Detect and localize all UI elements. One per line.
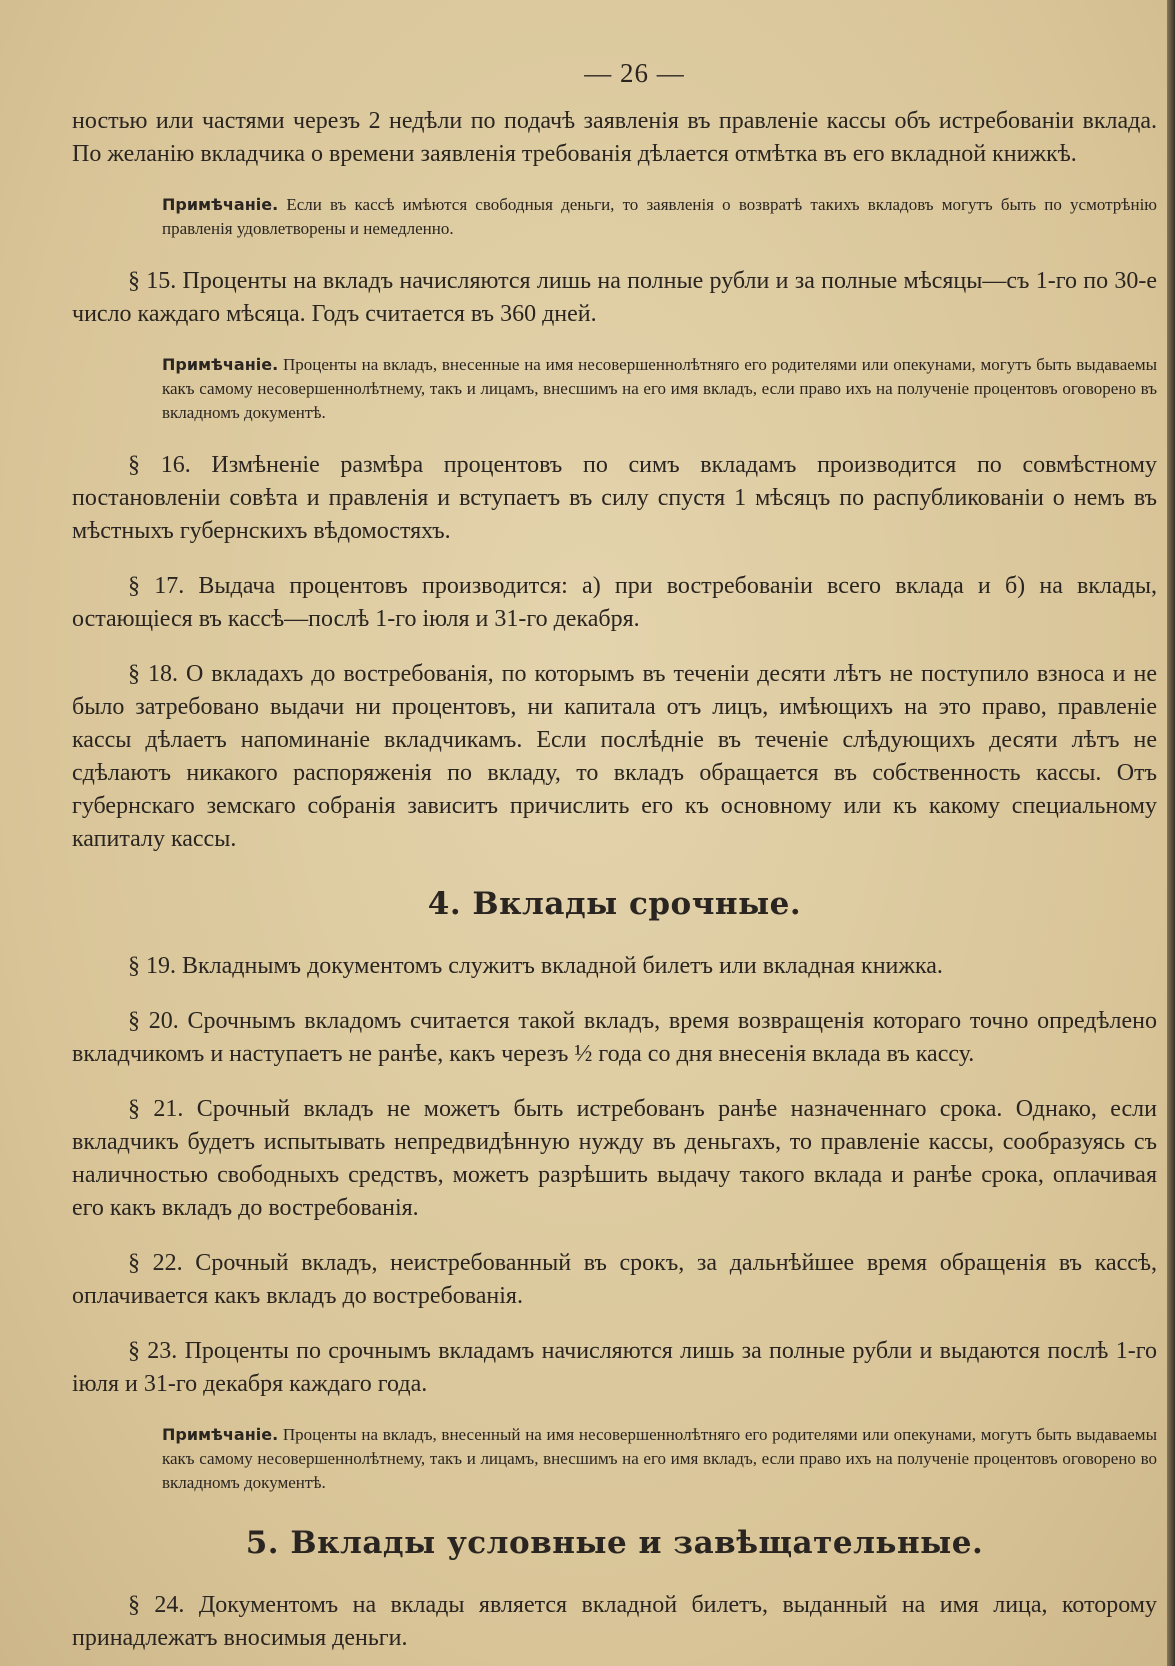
- note-text: Если въ кассѣ имѣются свободныя деньги, то заявленія о возвратѣ такихъ вкладовъ могутъ быть по усмотрѣнію правленія удовлетворены и немедленно.: [162, 195, 1158, 238]
- note-text: Проценты на вкладъ, внесенный на имя несовершеннолѣтняго его родителями или опекунами, могутъ быть выдаваемы какъ самому несовершеннолѣтнему, такъ и лицамъ, внесшимъ на его имя вкладъ, если право ихъ на полученіе процентовъ оговорено во вкладномъ документѣ.: [162, 1425, 1157, 1492]
- note: [72, 193, 1157, 241]
- paragraph: § 18. О вкладахъ до востребованія, по которымъ въ теченіи десяти лѣтъ не поступило взноса и не было затребовано выдачи ни процентовъ, ни капитала отъ лицъ, имѣющихъ на это право, правленіе кассы дѣлаетъ напоминаніе вкладчикамъ. Если послѣдніе въ теченіе слѣдующихъ десяти лѣтъ не сдѣлаютъ никакого распоряженія по вкладу, то вкладъ обращается въ собственность кассы. Отъ губернскаго земскаго собранія зависитъ причислить его къ основному или къ какому специальному капиталу кассы.: [72, 661, 1157, 852]
- note: [72, 353, 1157, 425]
- paragraph: § 20. Срочнымъ вкладомъ считается такой вкладъ, время возвращенія котораго точно опредѣлено вкладчикомъ и наступаетъ не ранѣе, какъ черезъ ½ года со дня внесенія вклада въ кассу.: [72, 1008, 1157, 1067]
- paragraph: § 16. Измѣненіе размѣра процентовъ по симъ вкладамъ производится по совмѣстному постановленіи совѣта и правленія и вступаетъ въ силу спустя 1 мѣсяцъ по распубликованіи о немъ въ мѣстныхъ губернскихъ вѣдомостяхъ.: [72, 452, 1157, 544]
- paragraph: § 17. Выдача процентовъ производится: а) при востребованіи всего вклада и б) на вклады, остающіеся въ кассѣ—послѣ 1-го іюля и 31-го декабря.: [72, 573, 1157, 632]
- note-label: Примѣчаніе.: [162, 1425, 279, 1444]
- note-text: Проценты на вкладъ, внесенные на имя несовершеннолѣтняго его родителями или опекунами, могутъ быть выдаваемы какъ самому несовершеннолѣтнему, такъ и лицамъ, внесшимъ на его имя вкладъ, если право ихъ на полученіе процентовъ оговорено въ вкладномъ документѣ.: [162, 355, 1157, 422]
- paragraph: § 22. Срочный вкладъ, неистребованный въ срокъ, за дальнѣйшее время обращенія въ кассѣ, оплачивается какъ вкладъ до востребованія.: [72, 1250, 1157, 1309]
- page-content: [72, 105, 1157, 1655]
- note-label: Примѣчаніе.: [162, 355, 279, 374]
- paragraph: § 19. Вкладнымъ документомъ служитъ вкладной билетъ или вкладная книжка.: [128, 953, 943, 979]
- note: [72, 1423, 1157, 1495]
- paragraph: § 15. Проценты на вкладъ начисляются лишь на полные рубли и за полные мѣсяцы—съ 1-го по 30-е число каждаго мѣсяца. Годъ считается въ 360 дней.: [72, 268, 1157, 327]
- page-edge-shadow: [1167, 0, 1175, 1666]
- paragraph: § 21. Срочный вкладъ не можетъ быть истребованъ ранѣе назначеннаго срока. Однако, если вкладчикъ будетъ испытывать непредвидѣнную нужду въ деньгахъ, то правленіе кассы, сообразуясь съ наличностью свободныхъ средствъ, можетъ разрѣшить выдачу такого вклада и ранѣе срока, оплачивая его какъ вкладъ до востребованія.: [72, 1096, 1157, 1221]
- page-number: — 26 —: [584, 58, 685, 88]
- note-label: Примѣчаніе.: [162, 195, 279, 214]
- paragraph: § 24. Документомъ на вклады является вкладной билетъ, выданный на имя лица, которому принадлежатъ вносимыя деньги.: [72, 1592, 1157, 1651]
- section-heading: 5. Вклады условные и завѣщательные.: [245, 1525, 984, 1561]
- paragraph: ностью или частями черезъ 2 недѣли по подачѣ заявленія въ правленіе кассы объ истребованіи вклада. По желанію вкладчика о времени заявленія требованія дѣлается отмѣтка въ его вкладной книжкѣ.: [72, 108, 1157, 167]
- paragraph: § 23. Проценты по срочнымъ вкладамъ начисляются лишь за полные рубли и выдаются послѣ 1-го іюля и 31-го декабря каждаго года.: [72, 1338, 1157, 1397]
- section-heading: 4. Вклады срочные.: [427, 886, 802, 922]
